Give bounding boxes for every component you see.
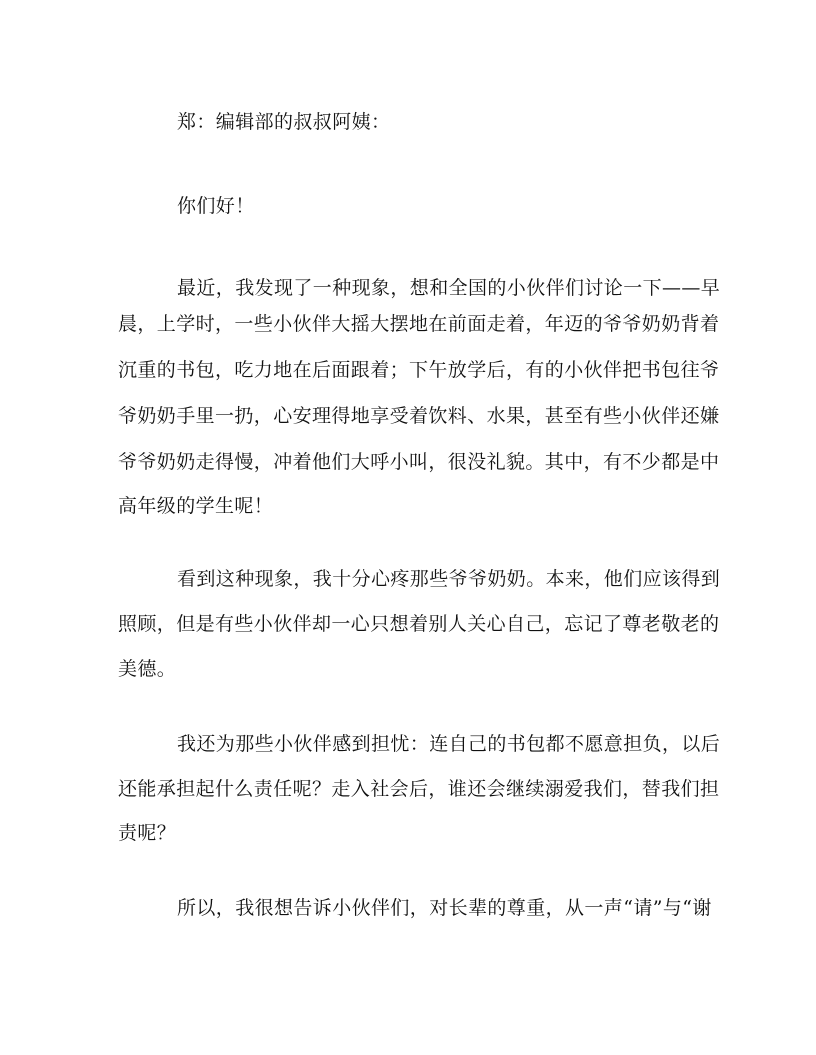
paragraph-3-line-1: 我还为那些小伙伴感到担忧：连自己的书包都不愿意担负，以后 bbox=[177, 733, 721, 755]
paragraph-2-line-3: 美德。 bbox=[118, 658, 177, 680]
paragraph-2-line-2: 照顾，但是有些小伙伴却一心只想着别人关心自己，忘记了尊老敬老的 bbox=[118, 613, 720, 635]
paragraph-1-line-3: 沉重的书包，吃力地在后面跟着；下午放学后，有的小伙伴把书包往爷 bbox=[118, 359, 720, 381]
paragraph-2-line-1: 看到这种现象，我十分心疼那些爷爷奶奶。本来，他们应该得到 bbox=[177, 568, 721, 590]
paragraph-3-line-3: 责呢？ bbox=[118, 822, 177, 844]
document-body bbox=[118, 0, 721, 1055]
paragraph-4-line-1: 所以，我很想告诉小伙伴们，对长辈的尊重，从一声“请”与“谢 bbox=[177, 897, 712, 919]
salutation: 你们好！ bbox=[177, 195, 255, 217]
paragraph-1-line-1: 最近，我发现了一种现象，想和全国的小伙伴们讨论一下——早 bbox=[177, 277, 721, 299]
paragraph-1-line-6: 高年级的学生呢！ bbox=[118, 495, 274, 517]
paragraph-3-line-2: 还能承担起什么责任呢？走入社会后，谁还会继续溺爱我们，替我们担 bbox=[118, 778, 720, 800]
paragraph-1-line-4: 爷奶奶手里一扔，心安理得地享受着饮料、水果，甚至有些小伙伴还嫌 bbox=[118, 405, 720, 427]
paragraph-1-line-5: 爷爷奶奶走得慢，冲着他们大呼小叫，很没礼貌。其中，有不少都是中 bbox=[118, 451, 720, 473]
greeting: 郑：编辑部的叔叔阿姨： bbox=[177, 111, 391, 133]
paragraph-1-line-2: 晨，上学时，一些小伙伴大摇大摆地在前面走着，年迈的爷爷奶奶背着 bbox=[118, 313, 720, 335]
